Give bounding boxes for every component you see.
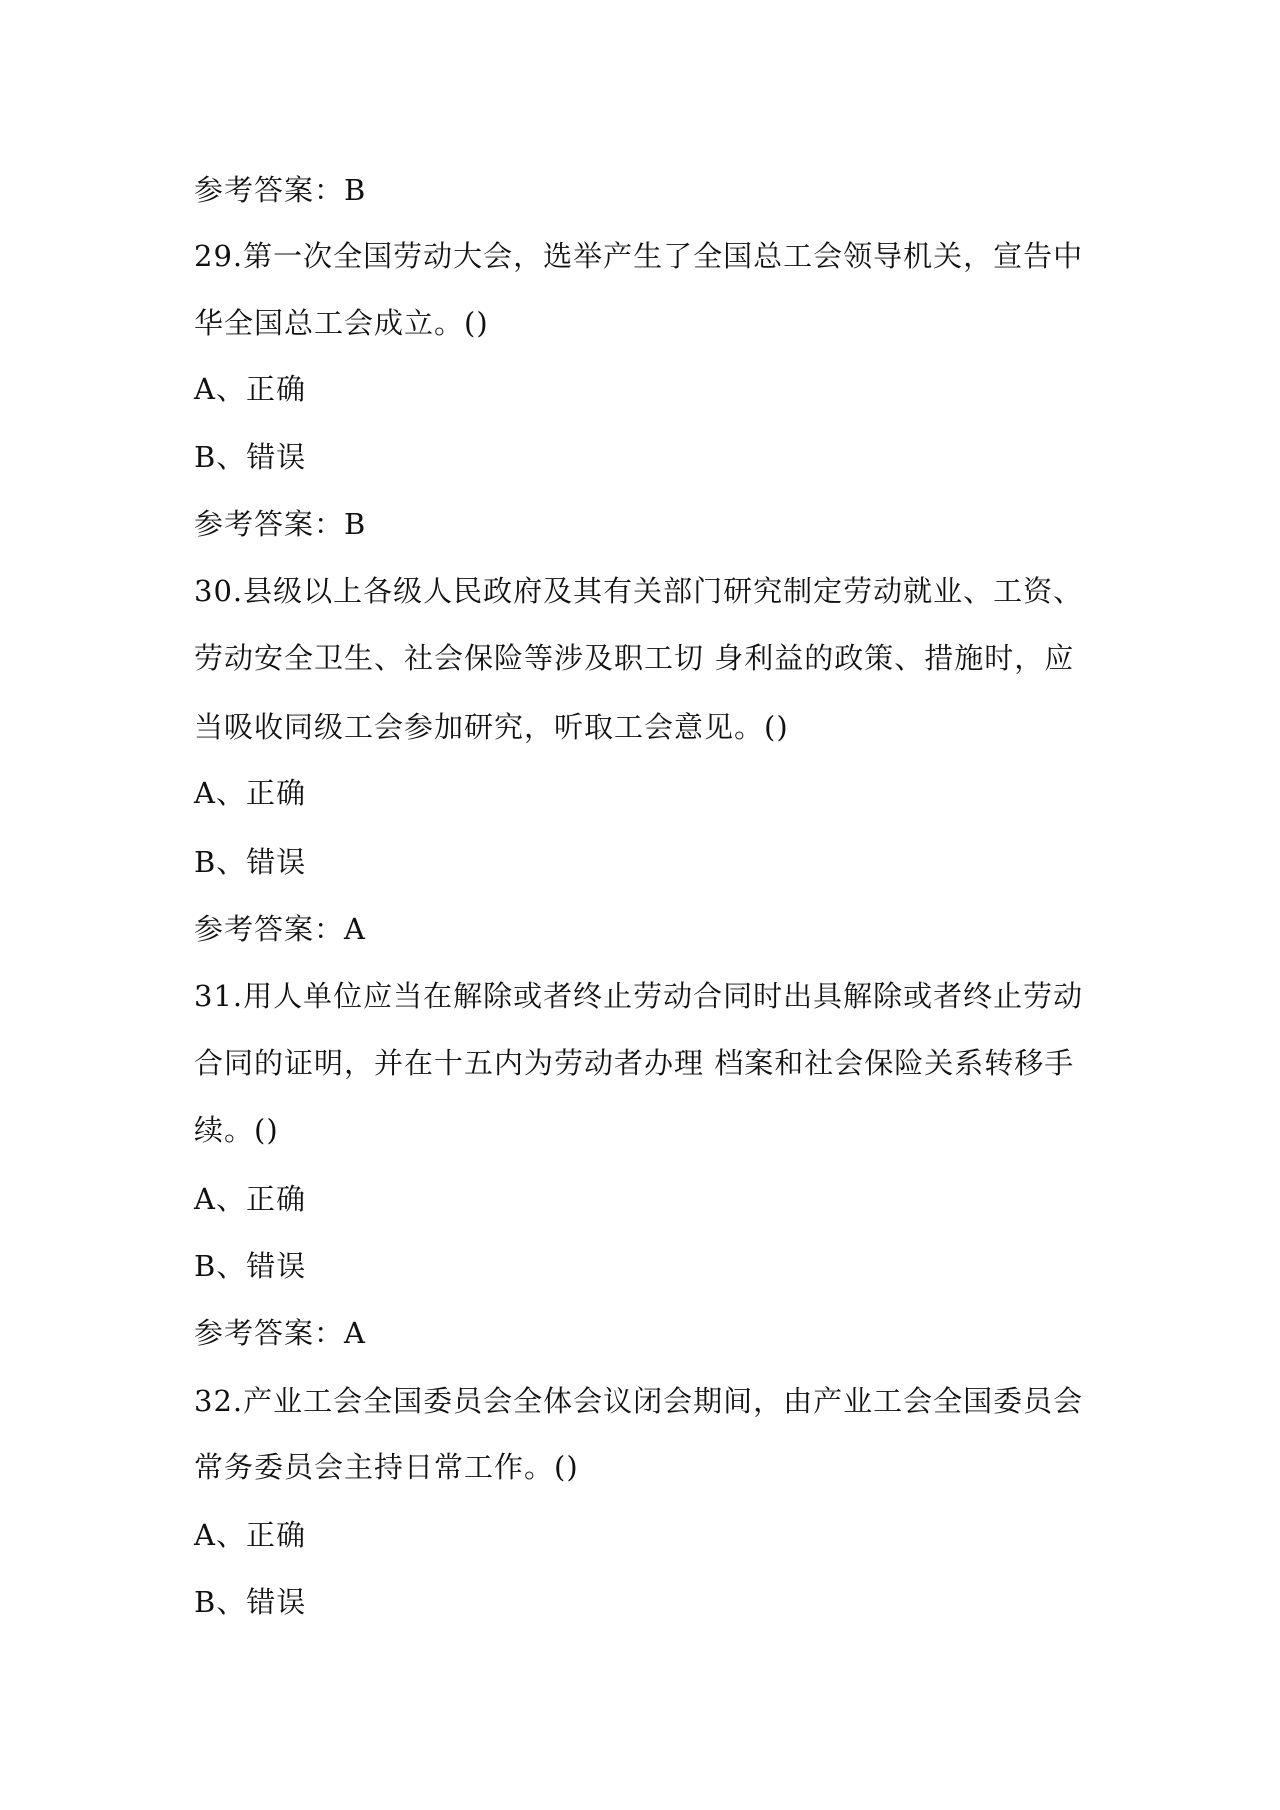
question-30-option-b: B、错误 — [194, 845, 307, 879]
question-29-line-1: 29.第一次全国劳动大会，选举产生了全国总工会领导机关，宣告中 — [194, 239, 1084, 273]
answer-key-28: 参考答案：B — [194, 173, 367, 207]
question-32-option-b: B、错误 — [194, 1585, 307, 1619]
answer-key-31: 参考答案：A — [194, 1316, 366, 1350]
question-29-option-a: A、正确 — [194, 372, 306, 406]
question-31-line-2: 合同的证明，并在十五内为劳动者办理 档案和社会保险关系转移手 — [194, 1046, 1075, 1080]
question-31-line-1: 31.用人单位应当在解除或者终止劳动合同时出具解除或者终止劳动 — [194, 979, 1084, 1013]
question-29-line-2: 华全国总工会成立。() — [194, 306, 489, 340]
question-32-line-1: 32.产业工会全国委员会全体会议闭会期间，由产业工会全国委员会 — [194, 1384, 1084, 1418]
question-32-line-2: 常务委员会主持日常工作。() — [194, 1450, 579, 1484]
question-30-line-3: 当吸收同级工会参加研究，听取工会意见。() — [194, 710, 789, 744]
answer-key-29: 参考答案：B — [194, 507, 367, 541]
question-31-option-a: A、正确 — [194, 1182, 306, 1216]
question-30-option-a: A、正确 — [194, 776, 306, 810]
question-32-option-a: A、正确 — [194, 1518, 306, 1552]
question-30-line-2: 劳动安全卫生、社会保险等涉及职工切 身利益的政策、措施时，应 — [194, 641, 1075, 675]
question-31-option-b: B、错误 — [194, 1249, 307, 1283]
answer-key-30: 参考答案：A — [194, 912, 366, 946]
question-29-option-b: B、错误 — [194, 440, 307, 474]
question-30-line-1: 30.县级以上各级人民政府及其有关部门研究制定劳动就业、工资、 — [194, 574, 1084, 608]
question-31-line-3: 续。() — [194, 1113, 279, 1147]
